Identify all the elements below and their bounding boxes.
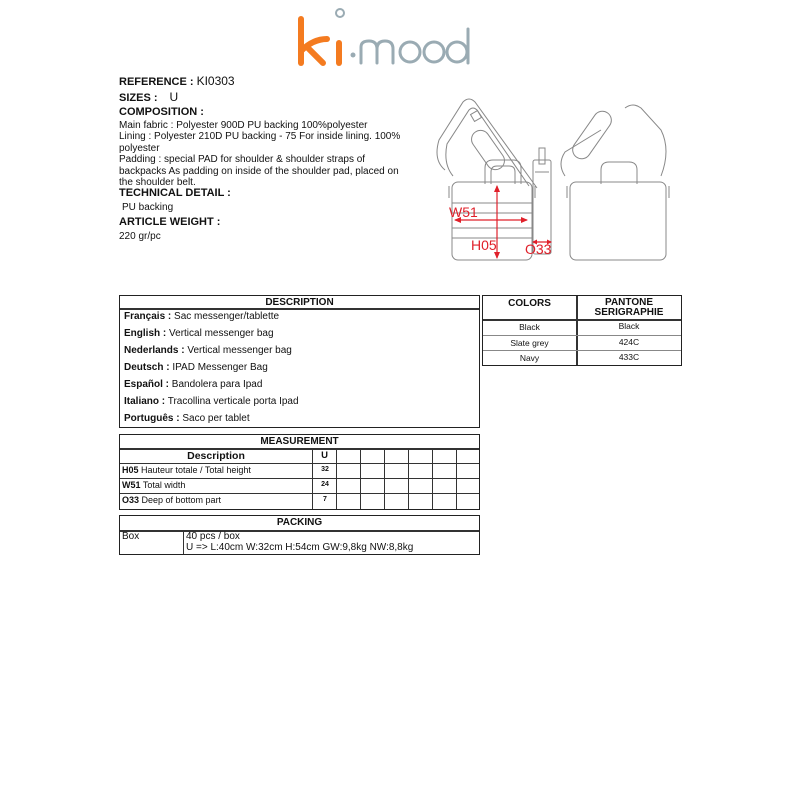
composition-line: Lining : Polyester 210D PU backing - 75 For inside lining. 100%	[119, 131, 401, 143]
pantone-value: 424C	[618, 337, 640, 347]
description-text: Tracollina verticale porta Ipad	[165, 396, 299, 407]
packing-quantity: 40 pcs / box	[186, 531, 240, 542]
language-label: English :	[124, 328, 167, 339]
description-title: DESCRIPTION	[265, 297, 334, 308]
pantone-value: Black	[618, 321, 640, 331]
measurement-value: 7	[323, 496, 327, 503]
language-label: Nederlands :	[124, 345, 185, 356]
language-label: Português :	[124, 413, 180, 424]
description-row	[124, 345, 292, 356]
measurement-label: Deep of bottom part	[139, 495, 222, 505]
language-label: Italiano :	[124, 396, 166, 407]
composition-line: backpacks As padding on inside of the shoulder pad, placed on	[119, 165, 399, 177]
measurement-row	[122, 480, 185, 490]
measurement-row	[122, 495, 221, 505]
sizes-value: U	[169, 90, 179, 104]
brand-logo	[293, 5, 483, 75]
color-name: Slate grey	[510, 338, 549, 348]
pantone-header-line1: PANTONE	[605, 297, 653, 308]
width-dimension-label: W51	[449, 204, 478, 220]
description-row	[124, 311, 279, 322]
color-name: Navy	[519, 353, 540, 363]
composition-line: the shoulder belt.	[119, 177, 196, 189]
reference-label: REFERENCE :	[119, 76, 194, 88]
technical-detail-label: TECHNICAL DETAIL :	[119, 187, 231, 200]
description-row	[124, 328, 274, 339]
measurement-code: O33	[122, 495, 140, 505]
reference-value: KI0303	[196, 74, 235, 88]
measurement-code: H05	[122, 465, 139, 475]
description-text: Bandolera para Ipad	[169, 379, 263, 390]
measurement-value: 24	[321, 481, 329, 488]
description-row	[124, 362, 268, 373]
packing-dimensions: U => L:40cm W:32cm H:54cm GW:9,8kg NW:8,8kg	[186, 542, 414, 553]
composition-line: Main fabric : Polyester 900D PU backing 100%polyester	[119, 120, 368, 131]
product-drawing	[425, 90, 685, 265]
measurement-row	[122, 465, 251, 475]
article-weight-label: ARTICLE WEIGHT :	[119, 216, 221, 229]
packing-details	[186, 531, 413, 553]
sizes-label: SIZES :	[119, 92, 158, 104]
height-dimension-label: H05	[471, 237, 497, 253]
description-row	[124, 396, 299, 407]
color-name: Black	[519, 322, 540, 332]
packing-table	[119, 515, 480, 555]
pantone-header-line2: SERIGRAPHIE	[594, 307, 664, 318]
measurement-value: 32	[321, 466, 329, 473]
colors-header: COLORS	[508, 298, 551, 309]
description-text: IPAD Messenger Bag	[169, 362, 268, 373]
measurement-label: Total width	[140, 480, 186, 490]
description-row	[124, 413, 250, 424]
language-label: Deutsch :	[124, 362, 170, 373]
composition-label: COMPOSITION :	[119, 106, 204, 118]
measurement-label: Hauteur totale / Total height	[138, 465, 251, 475]
description-text: Vertical messenger bag	[184, 345, 292, 356]
packing-unit: Box	[122, 531, 140, 542]
description-row	[124, 379, 262, 390]
description-text: Saco per tablet	[179, 413, 250, 424]
composition-line: Padding : special PAD for shoulder & shoulder straps of	[119, 154, 366, 166]
composition-line: polyester	[119, 142, 160, 154]
packing-title: PACKING	[276, 517, 323, 528]
description-text: Vertical messenger bag	[166, 328, 274, 339]
technical-detail-value: PU backing	[122, 202, 174, 214]
pantone-value: 433C	[618, 352, 640, 362]
article-weight-value: 220 gr/pc	[119, 231, 161, 243]
description-table	[119, 295, 480, 428]
measurement-description-header: Description	[187, 450, 245, 462]
measurement-size-header: U	[321, 450, 328, 461]
depth-dimension-label: O33	[525, 241, 552, 257]
pantone-header	[577, 298, 681, 318]
description-text: Sac messenger/tablette	[171, 311, 280, 322]
spec-block	[119, 76, 419, 243]
colors-table	[482, 295, 682, 366]
composition-text	[119, 120, 419, 188]
measurement-table	[119, 434, 480, 510]
language-label: Español :	[124, 379, 170, 390]
language-label: Français :	[124, 311, 172, 322]
measurement-title: MEASUREMENT	[260, 436, 339, 447]
measurement-code: W51	[122, 480, 141, 490]
